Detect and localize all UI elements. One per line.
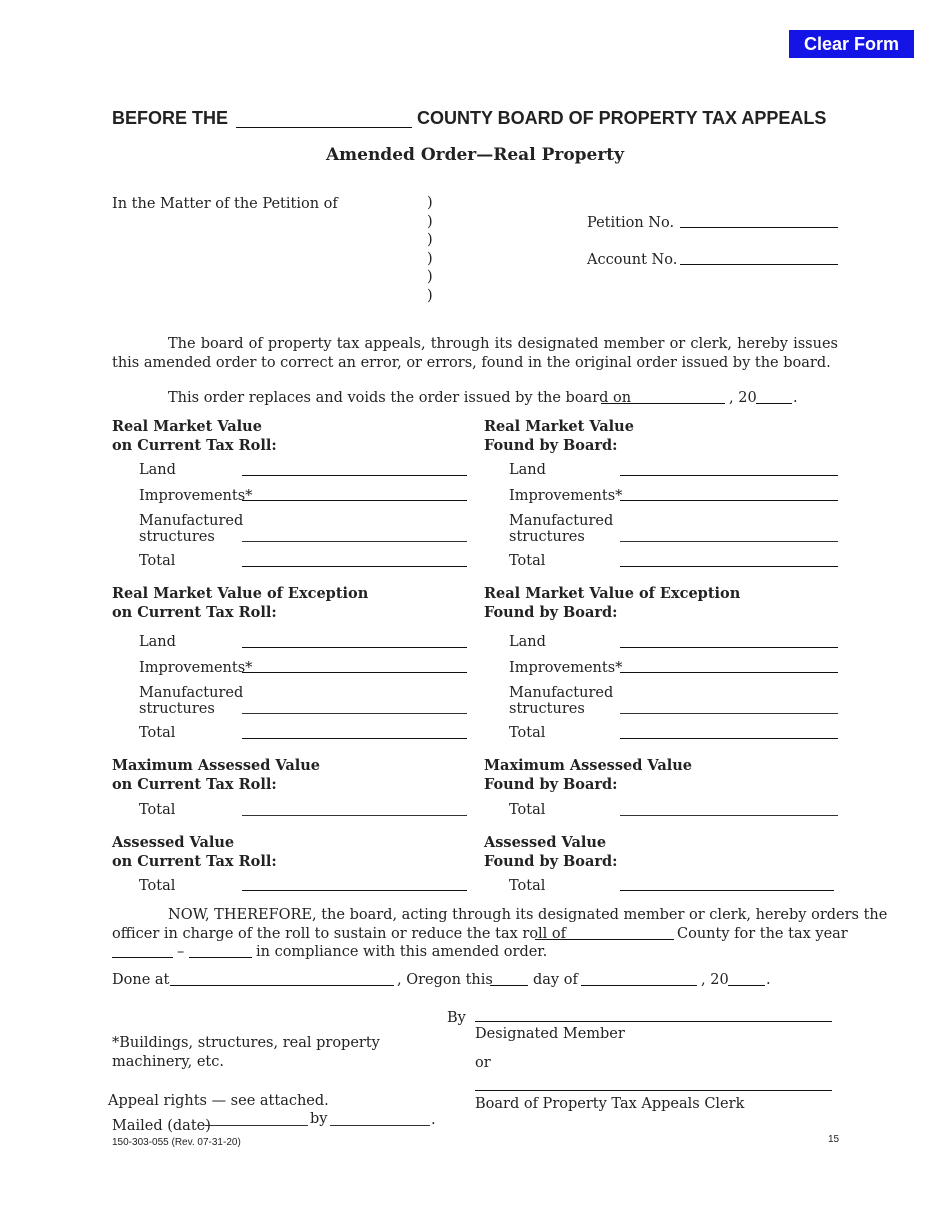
exc-board-land-label: Land <box>509 634 546 650</box>
rmv-board-total-label: Total <box>509 553 546 569</box>
paren: ) <box>427 195 433 211</box>
mav-board-heading-1: Maximum Assessed Value <box>484 757 693 774</box>
exc-board-improvements-label: Improvements* <box>509 660 623 676</box>
tax-year-start-field[interactable] <box>112 957 173 958</box>
clerk-label: Board of Property Tax Appeals Clerk <box>475 1096 745 1112</box>
mav-roll-total-label: Total <box>139 802 176 818</box>
day-of-label: day of <box>533 972 578 988</box>
done-month-field[interactable] <box>581 985 697 986</box>
rmv-board-improvements-field[interactable] <box>620 500 838 501</box>
exc-roll-heading-2: on Current Tax Roll: <box>112 604 277 621</box>
paren-column <box>427 194 433 305</box>
original-order-date-field[interactable] <box>601 403 725 404</box>
rmv-board-structures-label: structures <box>509 529 585 545</box>
mav-board-heading-2: Found by Board: <box>484 776 618 793</box>
paren: ) <box>427 232 433 248</box>
exc-roll-manufactured-field[interactable] <box>242 713 467 714</box>
exc-roll-improvements-field[interactable] <box>242 672 467 673</box>
done-year-field[interactable] <box>728 985 765 986</box>
footnote-line-1: *Buildings, structures, real property <box>112 1035 380 1051</box>
av-roll-heading-1: Assessed Value <box>112 834 235 851</box>
rmv-roll-total-label: Total <box>139 553 176 569</box>
exc-roll-structures-label: structures <box>139 701 215 717</box>
rmv-roll-land-label: Land <box>139 462 176 478</box>
order-line-2a: officer in charge of the roll to sustain or reduce the tax roll of <box>112 926 567 942</box>
exc-board-heading-1: Real Market Value of Exception <box>484 585 741 602</box>
rmv-roll-manufactured-label: Manufactured <box>139 513 244 529</box>
appeal-rights-text: Appeal rights — see attached. <box>108 1093 329 1109</box>
done-comma-20: , 20 <box>701 972 729 988</box>
intro-paragraph: The board of property tax appeals, through its designated member or clerk, hereby issues this amended order to correct an error, or errors, found in the original order issued by the board. <box>112 336 838 371</box>
account-no-label: Account No. <box>587 252 678 268</box>
av-board-total-label: Total <box>509 878 546 894</box>
exc-roll-total-field[interactable] <box>242 738 467 739</box>
rmv-roll-improvements-field[interactable] <box>242 500 467 501</box>
exc-roll-heading-1: Real Market Value of Exception <box>112 585 369 602</box>
order-line-2b: County for the tax year <box>677 926 848 942</box>
order-line-1: NOW, THEREFORE, the board, acting through its designated member or clerk, hereby orders the <box>168 907 888 923</box>
oregon-this-label: , Oregon this <box>397 972 493 988</box>
rmv-roll-heading-2: on Current Tax Roll: <box>112 437 277 454</box>
exc-board-manufactured-label: Manufactured <box>509 685 614 701</box>
county-name-field[interactable] <box>236 127 412 128</box>
paren: ) <box>427 269 433 285</box>
account-no-field[interactable] <box>680 264 838 265</box>
av-roll-total-field[interactable] <box>242 890 467 891</box>
order-line-3: in compliance with this amended order. <box>256 944 548 960</box>
mav-roll-total-field[interactable] <box>242 815 467 816</box>
replaces-period: . <box>793 390 798 406</box>
exc-roll-land-field[interactable] <box>242 647 467 648</box>
petition-no-label: Petition No. <box>587 215 675 231</box>
exc-board-improvements-field[interactable] <box>620 672 838 673</box>
done-day-field[interactable] <box>490 985 528 986</box>
header-before-the: BEFORE THE <box>112 108 229 128</box>
clear-form-button[interactable]: Clear Form <box>789 30 914 58</box>
or-label: or <box>475 1055 491 1071</box>
rmv-board-manufactured-field[interactable] <box>620 541 838 542</box>
rmv-roll-improvements-label: Improvements* <box>139 488 253 504</box>
av-board-total-field[interactable] <box>620 890 834 891</box>
rmv-roll-total-field[interactable] <box>242 566 467 567</box>
av-roll-heading-2: on Current Tax Roll: <box>112 853 277 870</box>
mav-board-total-field[interactable] <box>620 815 838 816</box>
exc-board-structures-label: structures <box>509 701 585 717</box>
exc-board-manufactured-field[interactable] <box>620 713 838 714</box>
page-title: Amended Order—Real Property <box>325 145 625 165</box>
designated-member-label: Designated Member <box>475 1026 625 1042</box>
av-board-heading-2: Found by Board: <box>484 853 618 870</box>
exc-roll-manufactured-label: Manufactured <box>139 685 244 701</box>
page-number: 15 <box>828 1134 840 1145</box>
header-board-title: COUNTY BOARD OF PROPERTY TAX APPEALS <box>417 108 827 128</box>
exc-roll-land-label: Land <box>139 634 176 650</box>
mailed-period: . <box>431 1112 436 1128</box>
replaces-comma-20: , 20 <box>729 390 757 406</box>
rmv-board-total-field[interactable] <box>620 566 838 567</box>
original-order-year-field[interactable] <box>756 403 792 404</box>
rmv-roll-land-field[interactable] <box>242 475 467 476</box>
exc-roll-total-label: Total <box>139 725 176 741</box>
by-label: By <box>447 1010 466 1026</box>
mailed-by-label: by <box>310 1111 328 1127</box>
exc-board-total-label: Total <box>509 725 546 741</box>
mav-roll-heading-1: Maximum Assessed Value <box>112 757 321 774</box>
mailed-label: Mailed (date) <box>112 1118 211 1134</box>
done-at-label: Done at <box>112 972 170 988</box>
rmv-board-land-field[interactable] <box>620 475 838 476</box>
footnote-line-2: machinery, etc. <box>112 1054 224 1070</box>
av-board-heading-1: Assessed Value <box>484 834 607 851</box>
designated-member-signature-field[interactable] <box>475 1021 832 1022</box>
done-period: . <box>766 972 771 988</box>
exc-roll-improvements-label: Improvements* <box>139 660 253 676</box>
exc-board-land-field[interactable] <box>620 647 838 648</box>
rmv-roll-manufactured-field[interactable] <box>242 541 467 542</box>
rmv-board-heading-1: Real Market Value <box>484 418 634 435</box>
rmv-board-improvements-label: Improvements* <box>509 488 623 504</box>
tax-roll-county-field[interactable] <box>535 939 674 940</box>
mailed-date-field[interactable] <box>205 1125 308 1126</box>
clerk-signature-field[interactable] <box>475 1090 832 1091</box>
tax-year-end-field[interactable] <box>189 957 252 958</box>
matter-label: In the Matter of the Petition of <box>112 196 338 212</box>
mav-roll-heading-2: on Current Tax Roll: <box>112 776 277 793</box>
rmv-board-manufactured-label: Manufactured <box>509 513 614 529</box>
rmv-roll-structures-label: structures <box>139 529 215 545</box>
petition-no-field[interactable] <box>680 227 838 228</box>
paren: ) <box>427 250 433 267</box>
done-at-location-field[interactable] <box>170 985 394 986</box>
exc-board-heading-2: Found by Board: <box>484 604 618 621</box>
rmv-board-heading-2: Found by Board: <box>484 437 618 454</box>
rmv-board-land-label: Land <box>509 462 546 478</box>
mailed-by-field[interactable] <box>330 1125 430 1126</box>
order-dash: – <box>177 944 185 960</box>
mav-board-total-label: Total <box>509 802 546 818</box>
paren: ) <box>427 213 433 230</box>
exc-board-total-field[interactable] <box>620 738 838 739</box>
form-number: 150-303-055 (Rev. 07-31-20) <box>112 1137 241 1148</box>
replaces-text: This order replaces and voids the order issued by the board on <box>168 390 632 406</box>
av-roll-total-label: Total <box>139 878 176 894</box>
paren: ) <box>427 287 433 304</box>
rmv-roll-heading-1: Real Market Value <box>112 418 262 435</box>
